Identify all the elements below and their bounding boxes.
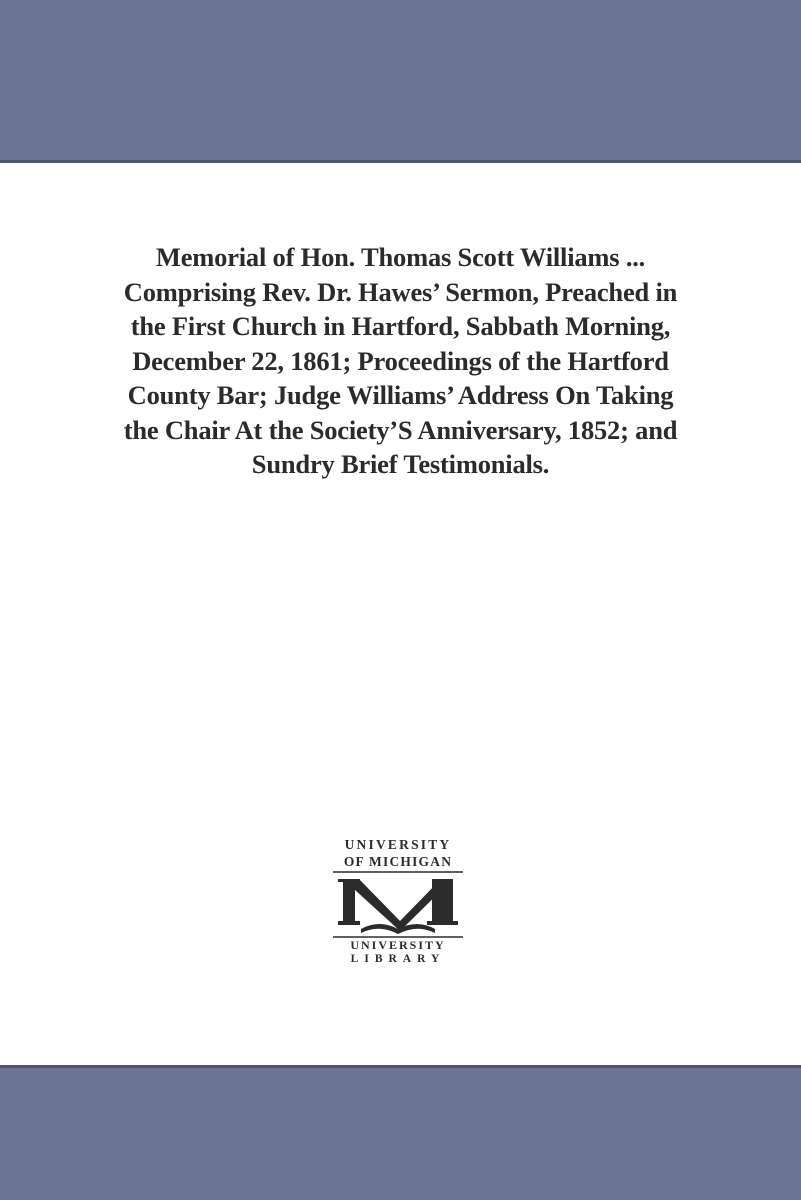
top-band-edge — [0, 160, 801, 163]
university-of-michigan-library-logo — [329, 833, 467, 963]
logo-university-lower-text: UNIVERSITY — [350, 938, 446, 952]
bottom-color-band — [0, 1068, 801, 1200]
top-color-band — [0, 0, 801, 160]
logo-library-text: LIBRARY — [350, 953, 446, 963]
logo-of-michigan-text: OF MICHIGAN — [343, 854, 453, 869]
block-m-icon — [338, 879, 458, 934]
logo-university-text: UNIVERSITY — [344, 837, 452, 852]
book-title: Memorial of Hon. Thomas Scott Williams ... Comprising Rev. Dr. Hawes’ Sermon, Preached in the First Church in Hartford, Sabbath Morning, December 22, 1861; Proceedings of the Hartford County Bar; Judge Williams’ Address On Taking the Chair At the Society’S Anniversary, 1852; and Sundry Brief Testimonials. — [123, 242, 678, 479]
